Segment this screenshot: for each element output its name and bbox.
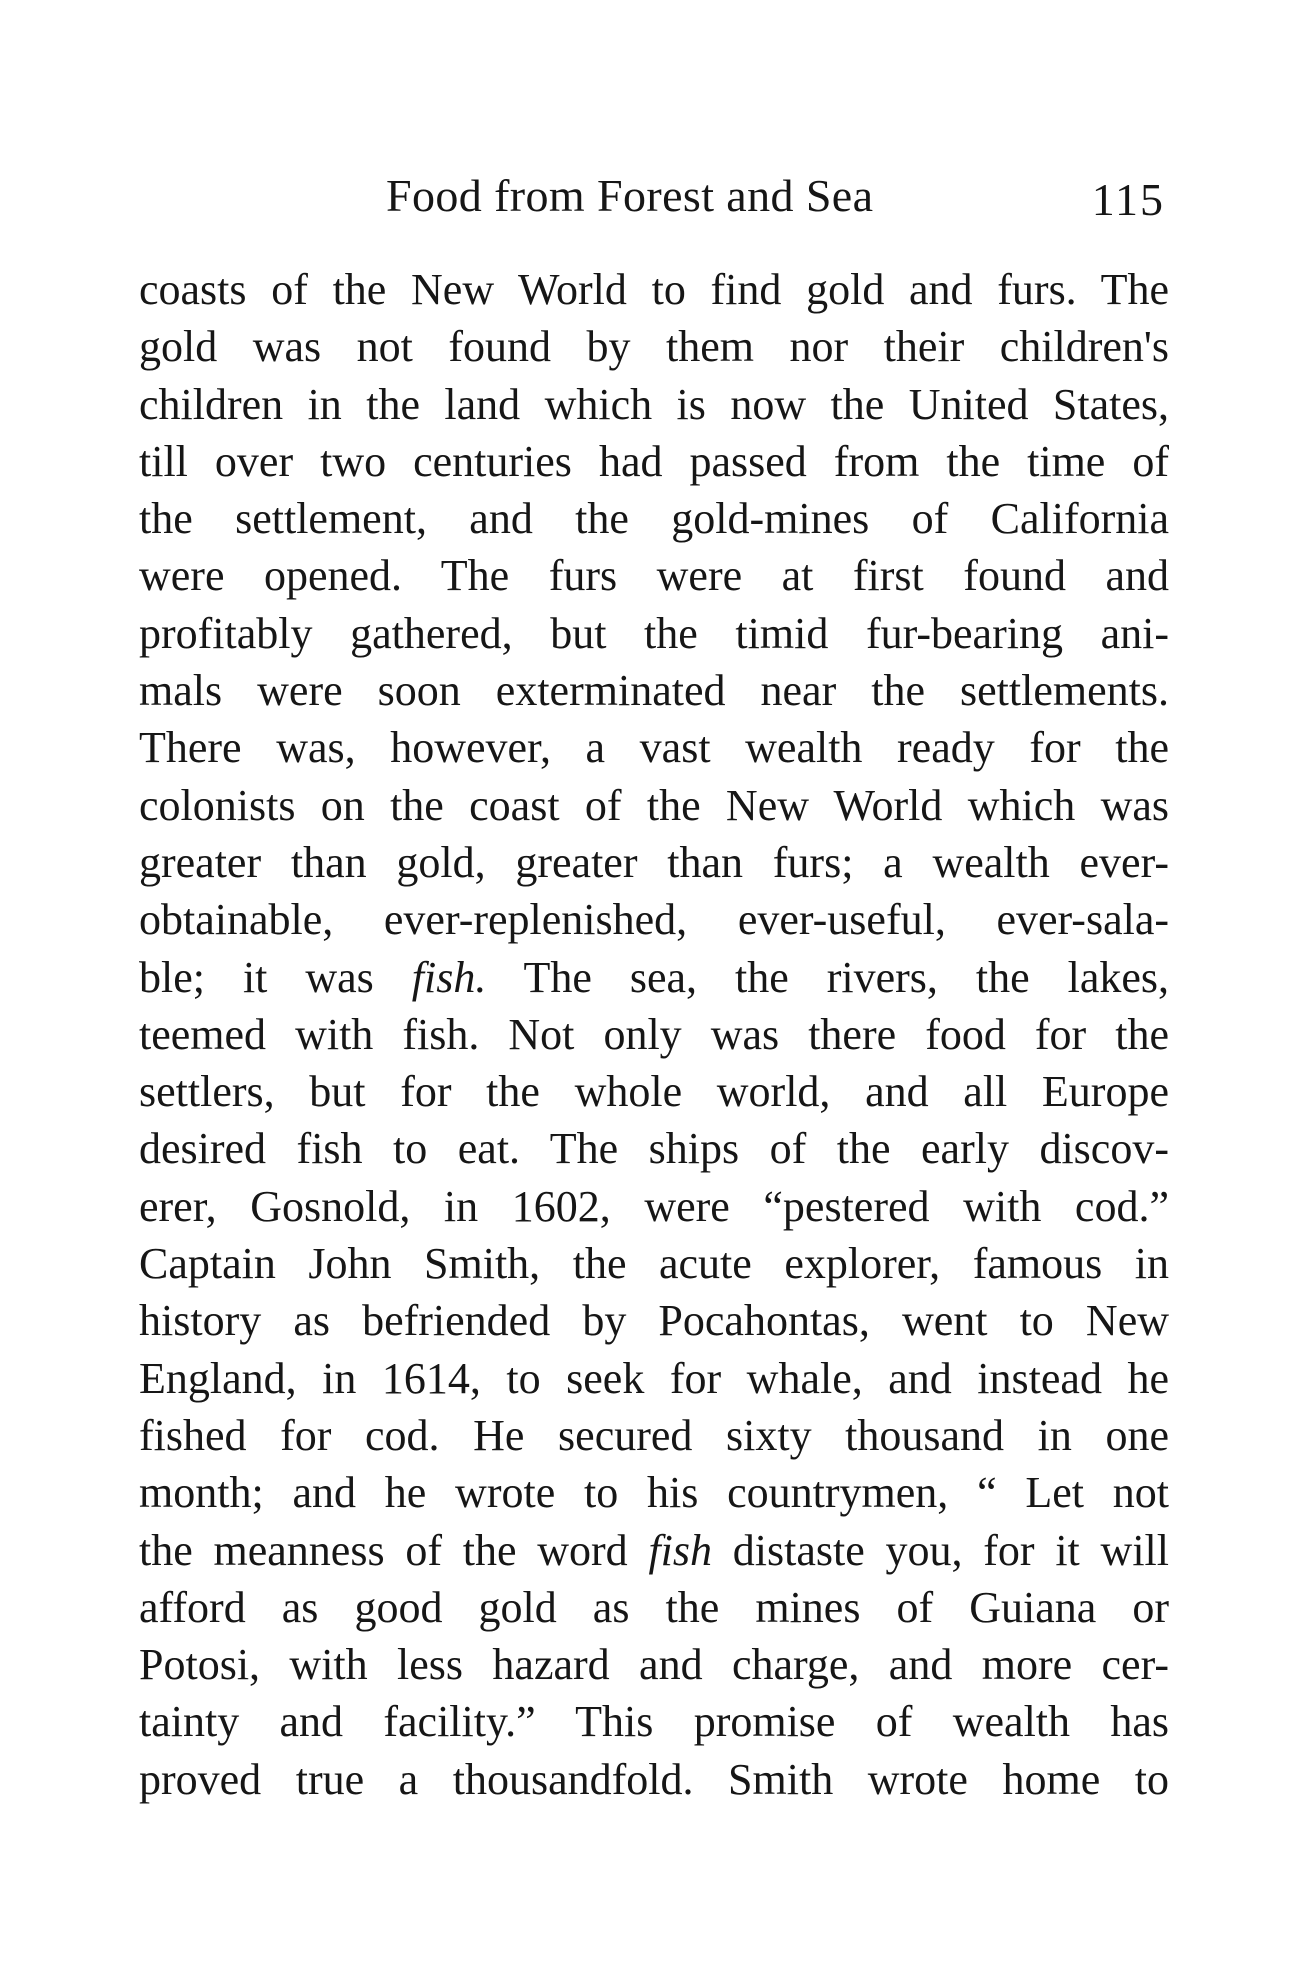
- text-line: coasts of the New World to find gold and furs. The: [139, 265, 1169, 314]
- text-line: There was, however, a vast wealth ready for the: [139, 723, 1169, 773]
- text-line: greater than gold, greater than furs; a wealth ever-: [139, 837, 1169, 887]
- text-line: children in the land which is now the United States,: [139, 379, 1169, 429]
- text-line: the settlement, and the gold-mines of California: [139, 494, 1169, 544]
- text-segment: The sea, the rivers, the lakes,: [486, 952, 1169, 1002]
- text-segment: the meanness of the word: [139, 1525, 649, 1575]
- body-text: [139, 261, 1169, 1808]
- text-line: proved true a thousandfold. Smith wrote home to: [139, 1754, 1169, 1804]
- page-number: 115: [1091, 174, 1165, 225]
- text-line: obtainable, ever-replenished, ever-useful, ever-sala-: [139, 895, 1169, 945]
- text-line: history as befriended by Pocahontas, went to New: [139, 1296, 1169, 1346]
- running-title: Food from Forest and Sea: [386, 170, 874, 221]
- text-line: fished for cod. He secured sixty thousand in one: [139, 1410, 1169, 1460]
- text-line: tainty and facility.” This promise of wealth has: [139, 1697, 1169, 1747]
- text-line: colonists on the coast of the New World which was: [139, 780, 1169, 830]
- text-line: gold was not found by them nor their children's: [139, 322, 1169, 372]
- text-line: Potosi, with less hazard and charge, and more cer-: [139, 1640, 1169, 1690]
- italic-word: fish.: [411, 952, 487, 1002]
- text-line: till over two centuries had passed from the time of: [139, 436, 1169, 486]
- text-segment: distaste you, for it will: [712, 1525, 1169, 1575]
- text-line: England, in 1614, to seek for whale, and instead he: [139, 1353, 1169, 1403]
- text-line: erer, Gosnold, in 1602, were “pestered with cod.”: [139, 1181, 1169, 1231]
- text-line: mals were soon exterminated near the settlements.: [139, 666, 1169, 716]
- text-line: were opened. The furs were at first found and: [139, 551, 1169, 601]
- text-segment: ble; it was: [139, 952, 412, 1002]
- text-line: month; and he wrote to his countrymen, “ Let not: [139, 1468, 1169, 1518]
- text-line: settlers, but for the whole world, and all Europe: [139, 1067, 1169, 1117]
- text-line: profitably gathered, but the timid fur-bearing ani-: [139, 608, 1169, 658]
- text-line: [139, 1522, 1169, 1579]
- running-head: [136, 168, 1173, 224]
- italic-word: fish: [648, 1525, 713, 1575]
- text-line: teemed with fish. Not only was there food for the: [139, 1009, 1169, 1059]
- text-line: desired fish to eat. The ships of the early discov-: [139, 1124, 1169, 1174]
- text-line: Captain John Smith, the acute explorer, famous in: [139, 1239, 1169, 1289]
- text-line: [139, 949, 1169, 1006]
- text-line: afford as good gold as the mines of Guiana or: [139, 1582, 1169, 1632]
